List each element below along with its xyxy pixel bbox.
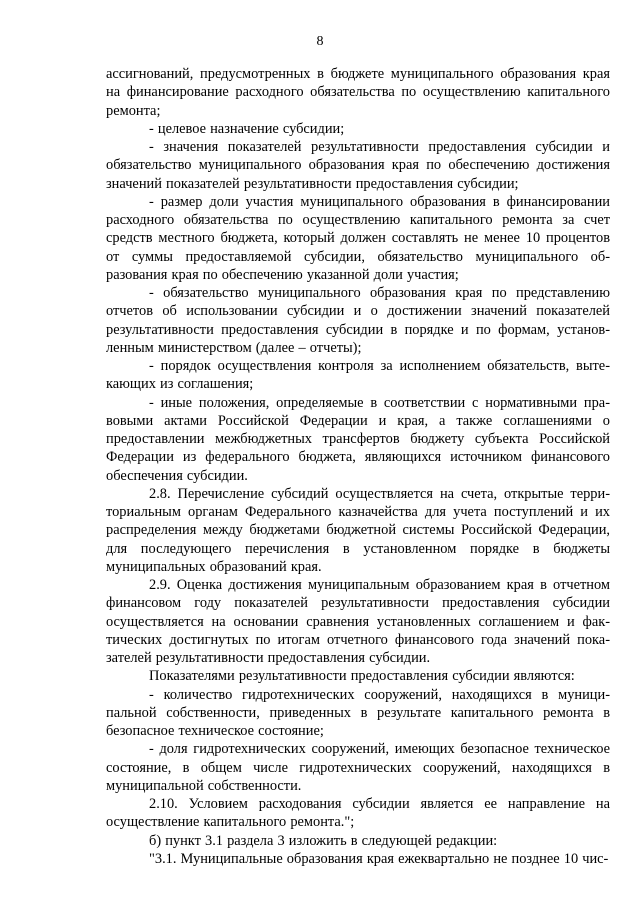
paragraph: - порядок осуществления контроля за исполнением обязательств, вытекающих из соглашения; [106,358,610,393]
paragraph: "3.1. Муниципальные образования края ежеквартально не позднее 10 чис- [149,850,609,867]
paragraph: 2.9. Оценка достижения муниципальным образованием края в отчетном финансовом году показателей результативности предоставления субсидии осуществляется на основании сравнения установленных соглашением и фактических достигнутых по итогам отчетного финансового года значений показателей результативности предоставления субсидии. [106,577,610,666]
paragraph: 2.10. Условием расходования субсидии является ее направление на осуществление капитального ремонта."; [106,796,610,831]
paragraph: б) пункт 3.1 раздела 3 изложить в следующей редакции: [149,832,498,849]
paragraph: - значения показателей результативности предоставления субсидии и обязательство муниципального образования края по обеспечению достижения значений показателей результативности предоставления субсидии; [106,139,610,192]
paragraph: - размер доли участия муниципального образования в финансировании расходного обязательства по осуществлению капитального ремонта за счет средств местного бюджета, который должен составлять не менее 10 процентов от суммы предоставляемой субсидии, обязательство муниципального образования края по обеспечению указанной доли участия; [106,193,610,283]
paragraph: - количество гидротехнических сооружений, находящихся в муниципальной собственности, приведенных в результате капитального ремонта в безопасное техническое состояние; [106,686,610,739]
page-number: 8 [316,34,324,49]
paragraph: - иные положения, определяемые в соответствии с нормативными правовыми актами Российской Федерации и края, а также соглашениями о предоставлении межбюджетных трансфертов бюджету субъекта Российской Федерации из федерального бюджета, являющихся источником финансового обеспечения субсидии. [106,394,610,484]
paragraph: - обязательство муниципального образования края по представлению отчетов об использовании субсидии и о достижении значений показателей результативности предоставления субсидии в порядке и по формам, установленным министерством (далее – отчеты); [106,285,610,356]
body-text [106,65,610,868]
paragraph: Показателями результативности предоставления субсидии являются: [149,668,575,685]
paragraph: - доля гидротехнических сооружений, имеющих безопасное техническое состояние, в общем числе гидротехнических сооружений, находящихся в муниципальной собственности. [106,741,610,794]
paragraph: ассигнований, предусмотренных в бюджете муниципального образования края на финансирование расходного обязательства по осуществлению капитального ремонта; [106,66,610,119]
paragraph: 2.8. Перечисление субсидий осуществляется на счета, открытые территориальным органам Федерального казначейства для учета поступлений и их распределения между бюджетами бюджетной системы Российской Федерации, для последующего перечисления в установленном порядке в бюджеты муниципальных образований края. [106,485,610,575]
paragraph: - целевое назначение субсидии; [149,120,345,137]
